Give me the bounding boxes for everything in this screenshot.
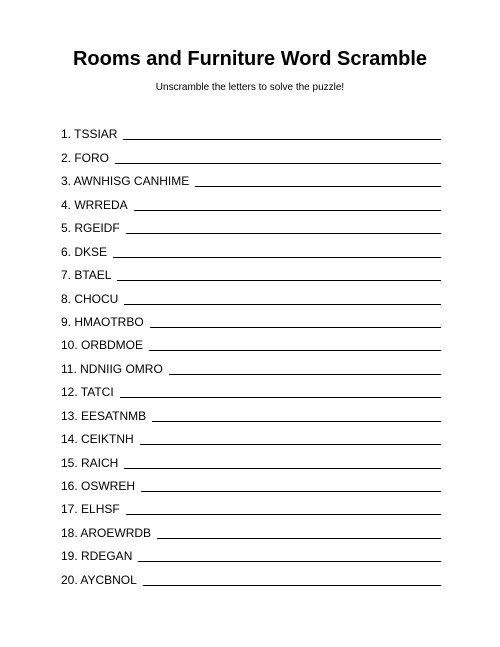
scrambled-word: 4. WRREDA bbox=[61, 197, 128, 212]
scrambled-word: 2. FORO bbox=[61, 150, 110, 165]
list-item bbox=[61, 376, 441, 399]
answer-line bbox=[120, 397, 441, 398]
scrambled-word: 17. ELHSF bbox=[61, 502, 120, 517]
answer-line bbox=[150, 327, 441, 328]
scrambled-word: 20. AYCBNOL bbox=[61, 572, 137, 587]
scrambled-word: 5. RGEIDF bbox=[61, 221, 120, 236]
scrambled-word: 7. BTAEL bbox=[61, 268, 112, 283]
list-item bbox=[61, 540, 441, 563]
answer-line bbox=[123, 139, 441, 140]
list-item bbox=[61, 516, 441, 539]
answer-line bbox=[152, 421, 441, 422]
scrambled-word: 12. TATCI bbox=[61, 385, 114, 400]
scrambled-word: 9. HMAOTRBO bbox=[61, 314, 144, 329]
scrambled-word: 14. CEIKTNH bbox=[61, 432, 134, 447]
answer-line bbox=[126, 233, 441, 234]
scrambled-word: 8. CHOCU bbox=[61, 291, 119, 306]
scrambled-word: 3. AWNHISG CANHIME bbox=[61, 174, 190, 189]
answer-line bbox=[113, 257, 441, 258]
answer-line bbox=[149, 350, 441, 351]
answer-line bbox=[143, 585, 441, 586]
scrambled-word: 19. RDEGAN bbox=[61, 549, 133, 564]
list-item bbox=[61, 306, 441, 329]
list-item bbox=[61, 188, 441, 211]
scrambled-word: 11. NDNIIG OMRO bbox=[61, 361, 163, 376]
answer-line bbox=[138, 561, 441, 562]
list-item bbox=[61, 235, 441, 258]
scrambled-word: 13. EESATNMB bbox=[61, 408, 147, 423]
answer-line bbox=[140, 444, 441, 445]
answer-line bbox=[124, 468, 441, 469]
answer-line bbox=[115, 163, 441, 164]
list-item bbox=[61, 493, 441, 516]
list-item bbox=[61, 282, 441, 305]
page-subtitle: Unscramble the letters to solve the puzzle! bbox=[155, 82, 345, 93]
list-item bbox=[61, 399, 441, 422]
list-item bbox=[61, 329, 441, 352]
list-item bbox=[61, 563, 441, 586]
list-item bbox=[61, 118, 441, 141]
scrambled-word: 6. DKSE bbox=[61, 244, 108, 259]
scrambled-word: 10. ORBDMOE bbox=[61, 338, 144, 353]
answer-line bbox=[195, 186, 441, 187]
list-item bbox=[61, 165, 441, 188]
list-item bbox=[61, 423, 441, 446]
answer-line bbox=[134, 210, 441, 211]
answer-line bbox=[126, 514, 441, 515]
scrambled-word: 16. OSWREH bbox=[61, 479, 136, 493]
list-item bbox=[61, 470, 441, 493]
scrambled-word: 18. AROEWRDB bbox=[61, 525, 152, 540]
list-item bbox=[61, 352, 441, 375]
scrambled-word: 1. TSSIAR bbox=[61, 127, 118, 142]
list-item bbox=[61, 141, 441, 164]
answer-line bbox=[124, 304, 441, 305]
word-list bbox=[61, 118, 441, 587]
answer-line bbox=[169, 374, 441, 375]
page-title: Rooms and Furniture Word Scramble bbox=[72, 48, 428, 70]
scrambled-word: 15. RAICH bbox=[61, 455, 119, 470]
list-item bbox=[61, 446, 441, 469]
answer-line bbox=[157, 538, 441, 539]
list-item bbox=[61, 212, 441, 235]
list-item bbox=[61, 259, 441, 282]
answer-line bbox=[117, 280, 441, 281]
answer-line bbox=[141, 491, 441, 492]
